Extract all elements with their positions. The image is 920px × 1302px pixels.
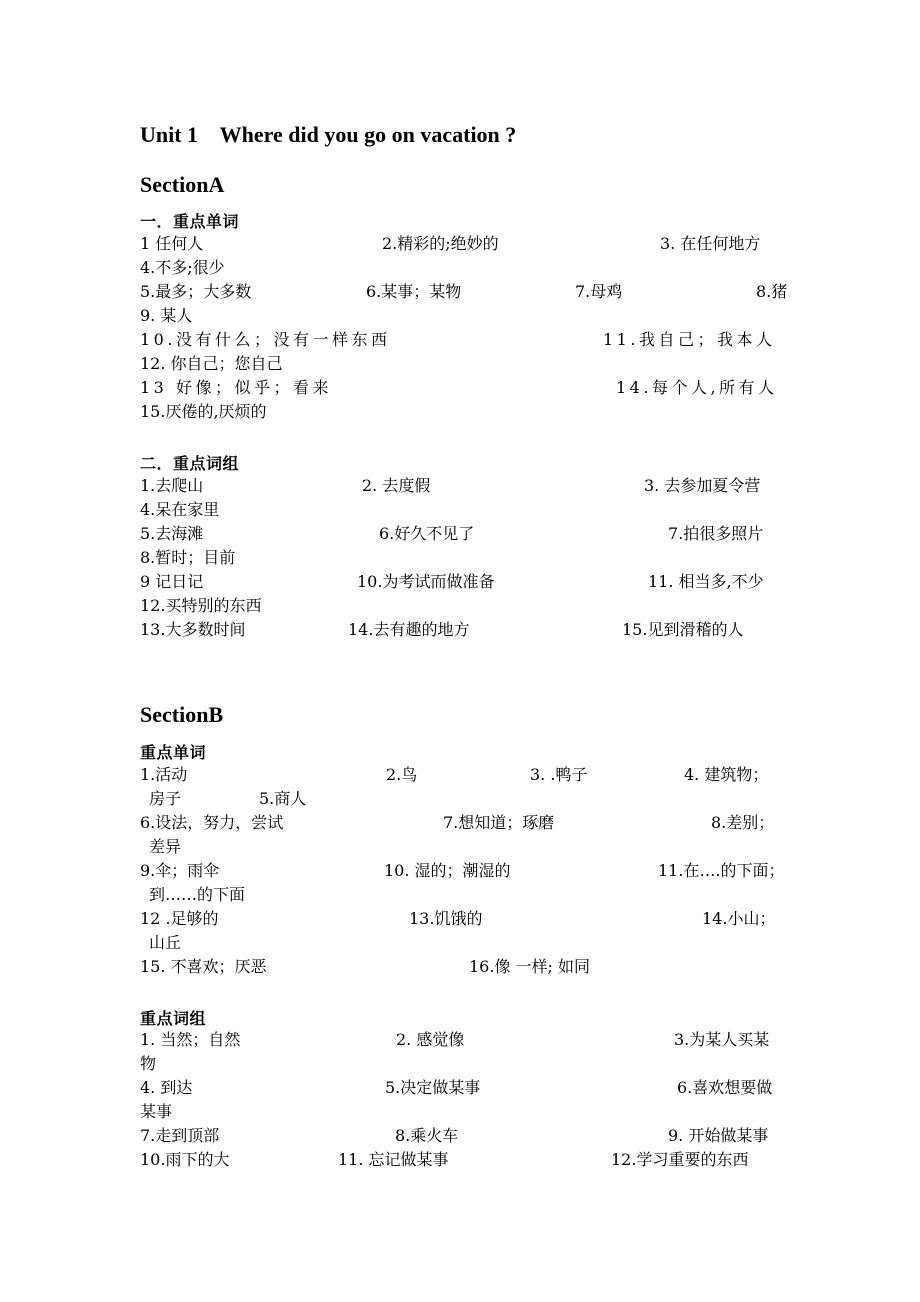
list-row bbox=[0, 328, 920, 352]
list-row bbox=[0, 594, 920, 618]
unit-title: Unit 1 Where did you go on vacation ? bbox=[140, 122, 517, 147]
list-row bbox=[0, 1076, 920, 1100]
list-item: 1 任何人 bbox=[140, 234, 204, 253]
list-row bbox=[0, 1124, 920, 1148]
list-item: 9.伞；雨伞 bbox=[140, 861, 220, 880]
list-item: 11. 相当多,不少 bbox=[648, 572, 764, 591]
list-row bbox=[0, 522, 920, 546]
list-row bbox=[0, 883, 920, 907]
list-item: 某事 bbox=[140, 1102, 173, 1121]
section-a-words-heading: 一．重点单词 bbox=[140, 212, 240, 231]
list-item: 12 .足够的 bbox=[140, 909, 219, 928]
list-item: 6.设法，努力，尝试 bbox=[140, 813, 284, 832]
list-item: 1. 当然；自然 bbox=[140, 1030, 241, 1049]
list-row bbox=[0, 763, 920, 787]
list-row bbox=[0, 1148, 920, 1172]
list-row bbox=[0, 1028, 920, 1052]
list-row bbox=[0, 931, 920, 955]
list-row bbox=[0, 232, 920, 256]
list-item: 9 记日记 bbox=[140, 572, 204, 591]
list-item: 5.决定做某事 bbox=[385, 1078, 481, 1097]
list-item: 15. 不喜欢；厌恶 bbox=[140, 957, 267, 976]
list-row bbox=[0, 835, 920, 859]
list-item: 10.雨下的大 bbox=[140, 1150, 230, 1169]
list-item: 4. 建筑物； bbox=[684, 765, 769, 784]
list-row bbox=[0, 787, 920, 811]
list-item: 11.在….的下面； bbox=[658, 861, 785, 880]
list-item: 5.商人 bbox=[259, 789, 307, 808]
list-item: 12.学习重要的东西 bbox=[611, 1150, 749, 1169]
list-item: 15.见到滑稽的人 bbox=[622, 620, 744, 639]
list-item: 7.想知道；琢磨 bbox=[443, 813, 555, 832]
list-item: 7.拍很多照片 bbox=[668, 524, 764, 543]
list-item: 4. 到达 bbox=[140, 1078, 193, 1097]
list-item: 山丘 bbox=[149, 933, 182, 952]
list-item: 10.为考试而做准备 bbox=[357, 572, 495, 591]
list-item: 13.饥饿的 bbox=[409, 909, 483, 928]
list-item: 房子 bbox=[149, 789, 182, 808]
list-item: 8.差别； bbox=[711, 813, 775, 832]
list-item: 物 bbox=[140, 1054, 157, 1073]
section-b-phrases-heading: 重点词组 bbox=[140, 1009, 207, 1028]
list-item: 8.乘火车 bbox=[395, 1126, 459, 1145]
list-row bbox=[0, 1100, 920, 1124]
list-item: 3. 在任何地方 bbox=[660, 234, 761, 253]
list-row bbox=[0, 859, 920, 883]
list-item: 差异 bbox=[149, 837, 182, 856]
list-item: 6.某事；某物 bbox=[366, 282, 462, 301]
list-item: 3.为某人买某 bbox=[674, 1030, 770, 1049]
list-item: 1.活动 bbox=[140, 765, 188, 784]
list-row bbox=[0, 400, 920, 424]
list-item: 5.最多；大多数 bbox=[140, 282, 252, 301]
list-row bbox=[0, 546, 920, 570]
list-item: 16.像 一样; 如同 bbox=[469, 957, 591, 976]
list-item: 11. 忘记做某事 bbox=[338, 1150, 449, 1169]
list-row bbox=[0, 570, 920, 594]
list-row bbox=[0, 811, 920, 835]
list-item: 10.没有什么；没有一样东西 bbox=[140, 330, 391, 349]
list-item: 15.厌倦的,厌烦的 bbox=[140, 402, 267, 421]
list-item: 14.去有趣的地方 bbox=[348, 620, 470, 639]
section-a-phrases-heading: 二．重点词组 bbox=[140, 454, 240, 473]
list-item: 4.呆在家里 bbox=[140, 500, 220, 519]
list-row bbox=[0, 304, 920, 328]
list-item: 12.买特别的东西 bbox=[140, 596, 262, 615]
list-item: 10. 湿的；潮湿的 bbox=[384, 861, 511, 880]
list-row bbox=[0, 474, 920, 498]
list-item: 13.大多数时间 bbox=[140, 620, 246, 639]
list-item: 6.喜欢想要做 bbox=[677, 1078, 773, 1097]
list-row bbox=[0, 280, 920, 304]
list-row bbox=[0, 352, 920, 376]
list-item: 3. 去参加夏令营 bbox=[644, 476, 761, 495]
list-row bbox=[0, 907, 920, 931]
list-item: 6.好久不见了 bbox=[379, 524, 475, 543]
list-item: 2. 感觉像 bbox=[396, 1030, 465, 1049]
list-item: 14.每个人,所有人 bbox=[616, 378, 778, 397]
section-b-title: SectionB bbox=[140, 702, 224, 727]
list-item: 9. 开始做某事 bbox=[668, 1126, 769, 1145]
list-row bbox=[0, 955, 920, 979]
list-item: 7.母鸡 bbox=[575, 282, 623, 301]
list-item: 7.走到顶部 bbox=[140, 1126, 220, 1145]
list-item: 5.去海滩 bbox=[140, 524, 204, 543]
list-item: 2. 去度假 bbox=[362, 476, 431, 495]
list-item: 2.鸟 bbox=[386, 765, 418, 784]
list-item: 9. 某人 bbox=[140, 306, 193, 325]
section-a-title: SectionA bbox=[140, 172, 225, 197]
list-item: 到……的下面 bbox=[149, 885, 246, 904]
list-item: 13 好像；似乎；看来 bbox=[140, 378, 332, 397]
list-item: 2.精彩的;绝妙的 bbox=[382, 234, 499, 253]
list-row bbox=[0, 1052, 920, 1076]
list-row bbox=[0, 376, 920, 400]
list-row bbox=[0, 256, 920, 280]
list-item: 3. .鸭子 bbox=[530, 765, 588, 784]
list-row bbox=[0, 498, 920, 522]
section-b-words-heading: 重点单词 bbox=[140, 743, 207, 762]
list-item: 4.不多;很少 bbox=[140, 258, 225, 277]
list-item: 1.去爬山 bbox=[140, 476, 204, 495]
list-item: 11.我自己；我本人 bbox=[603, 330, 776, 349]
list-item: 8.猪 bbox=[756, 282, 788, 301]
list-item: 12. 你自己；您自己 bbox=[140, 354, 283, 373]
list-row bbox=[0, 618, 920, 642]
list-item: 8.暂时；目前 bbox=[140, 548, 236, 567]
list-item: 14.小山； bbox=[702, 909, 776, 928]
